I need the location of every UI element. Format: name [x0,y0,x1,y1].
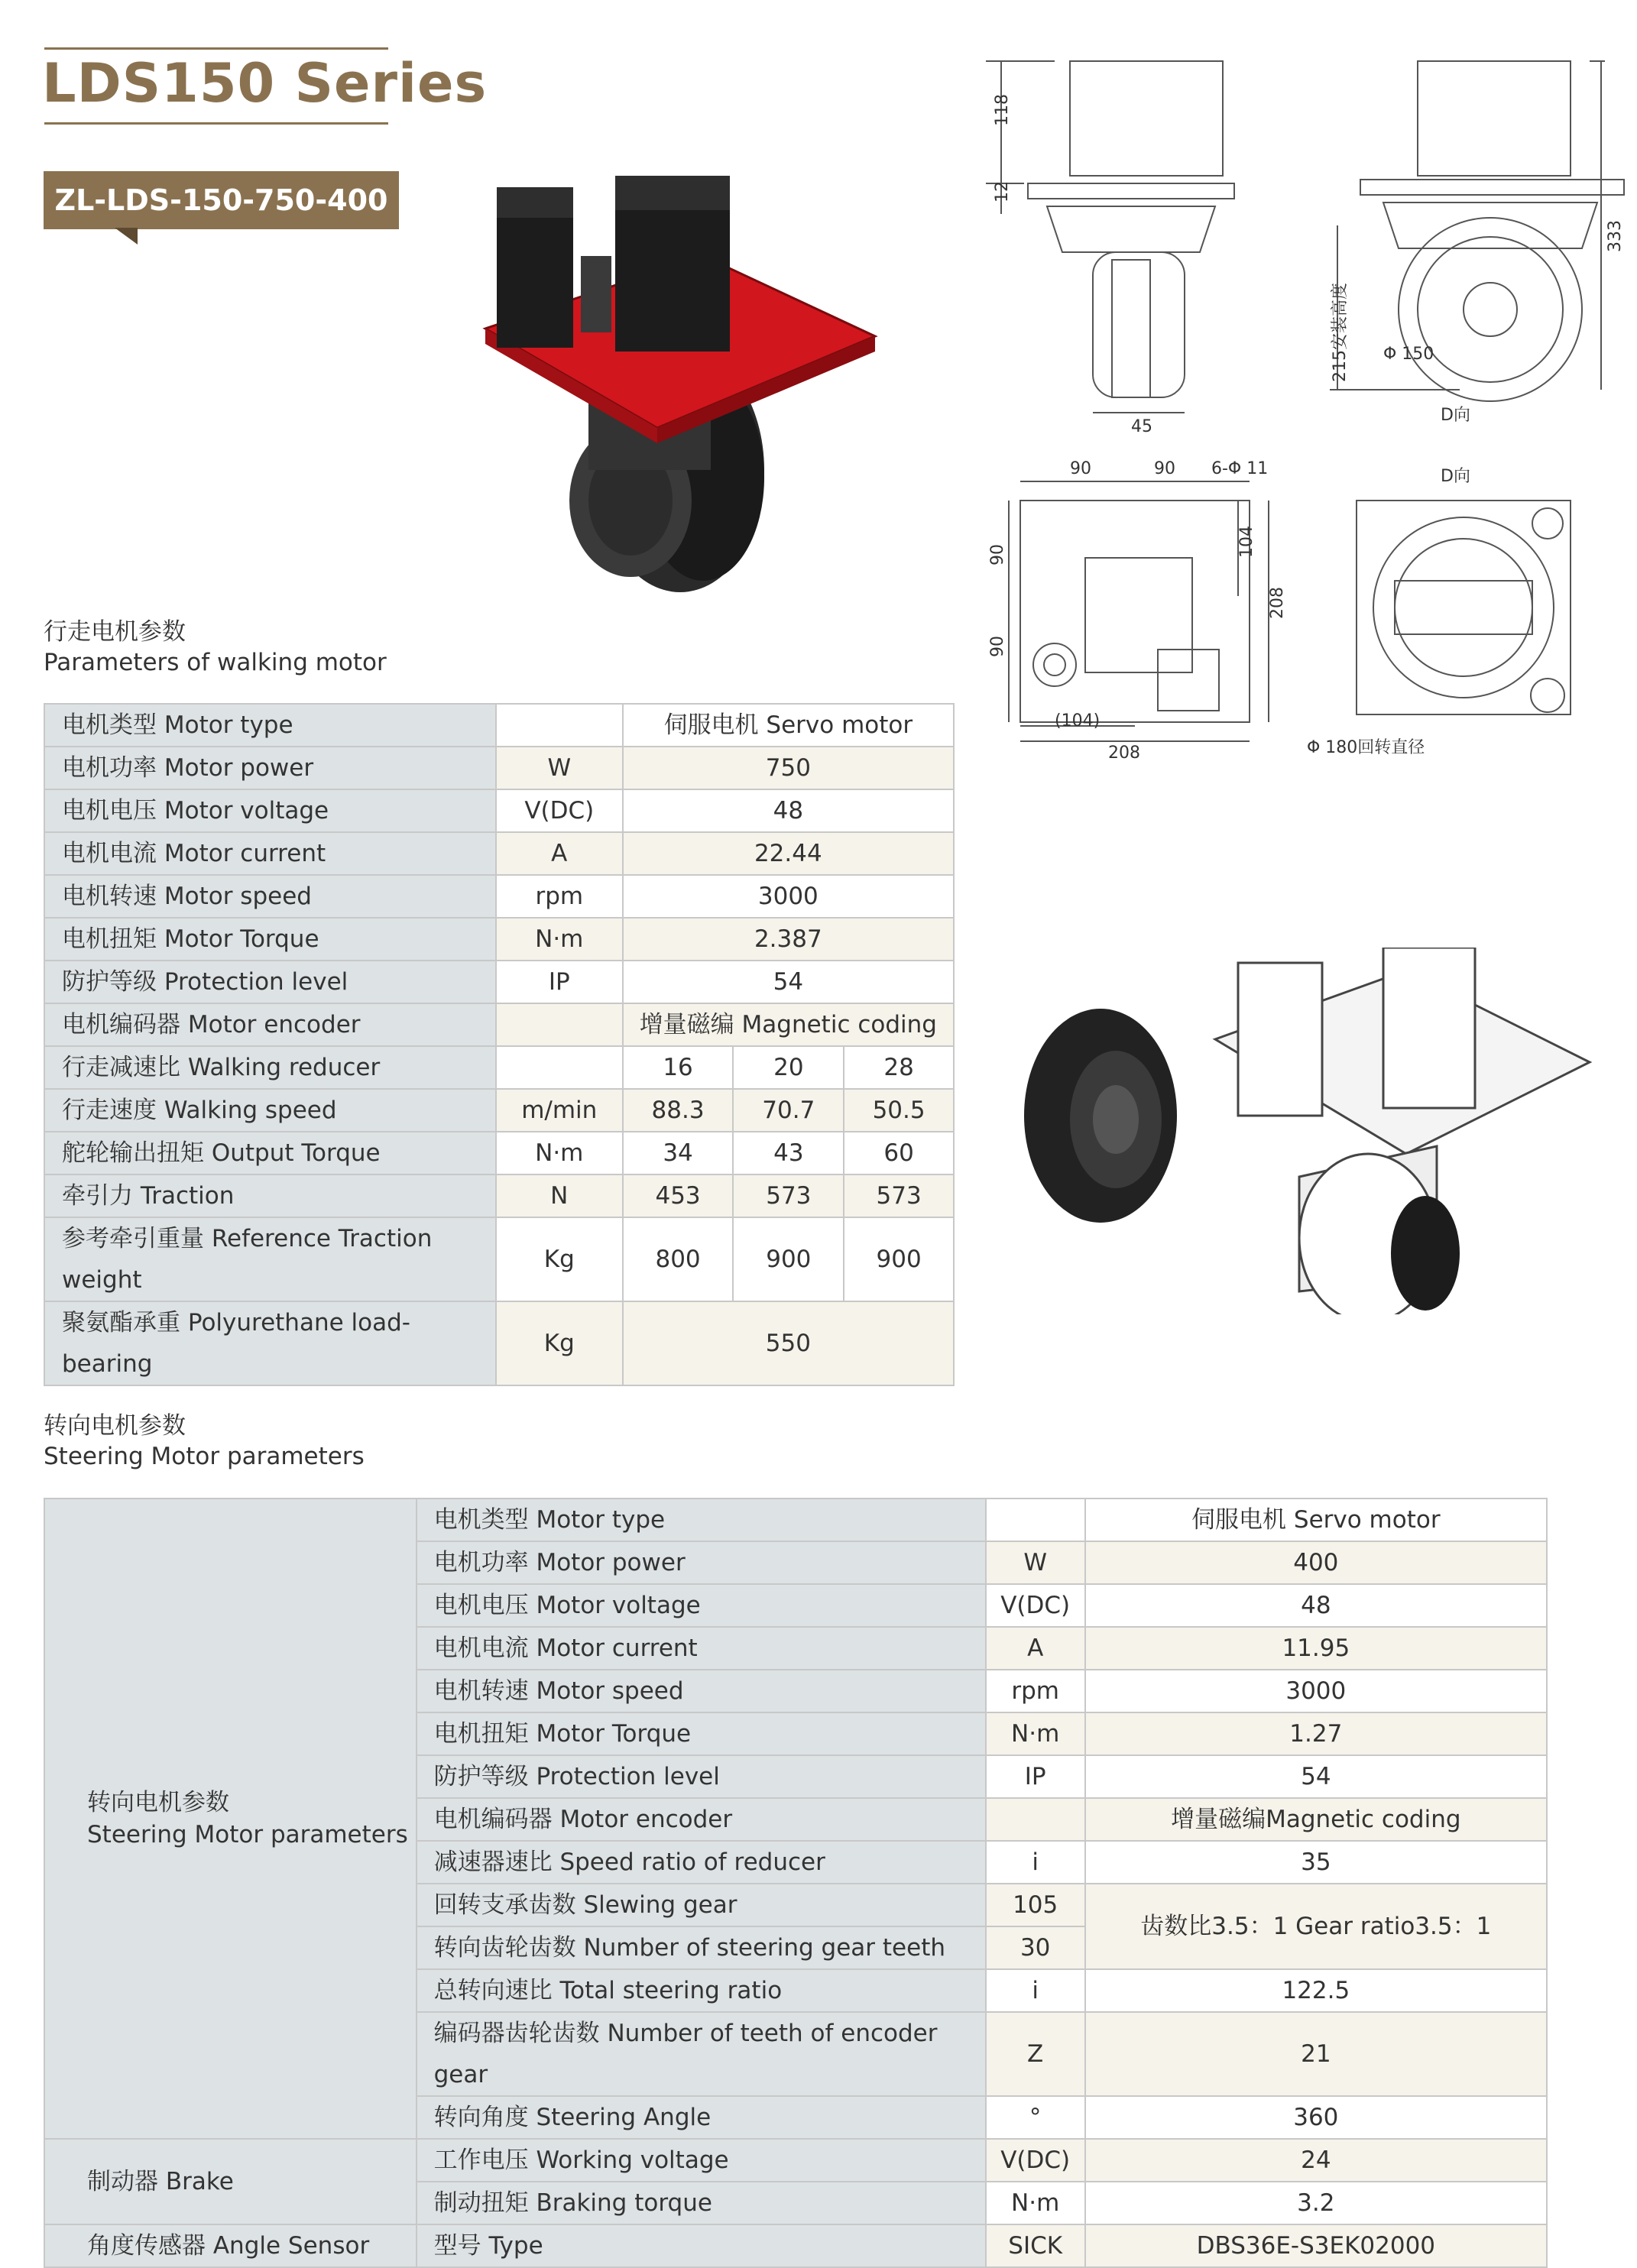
param-unit: N·m [496,1132,623,1174]
param-label: 防护等级 Protection level [44,961,496,1003]
param-value: 34 [623,1132,734,1174]
group-brake: 制动器 Brake [44,2139,417,2224]
param-unit: N·m [986,1712,1085,1755]
dim-holes: 6-Φ 11 [1211,459,1269,478]
param-value: 24 [1085,2139,1547,2182]
dim-45: 45 [1131,417,1152,436]
table-row [44,1498,1547,1541]
param-unit: Z [986,2012,1085,2096]
param-value: 21 [1085,2012,1547,2096]
table-row [44,2139,1547,2182]
param-label: 电机编码器 Motor encoder [44,1003,496,1046]
table-row [44,832,954,875]
param-value: 60 [844,1132,954,1174]
param-unit: W [986,1541,1085,1584]
param-label: 制动扭矩 Braking torque [417,2182,986,2224]
param-value: 3000 [623,875,954,918]
table-row [44,1217,954,1301]
param-value: 54 [623,961,954,1003]
table-row [44,2224,1547,2267]
dim-diameter-150: Φ 150 [1383,345,1434,364]
param-unit: 105 [986,1884,1085,1926]
param-value: 50.5 [844,1089,954,1132]
param-label: 电机功率 Motor power [44,747,496,789]
param-unit: i [986,1841,1085,1884]
param-value: 900 [844,1217,954,1301]
param-unit: IP [986,1755,1085,1798]
product-photo-exploded [1009,948,1620,1314]
dim-104-paren: (104) [1055,711,1101,731]
table-row [44,875,954,918]
param-unit: V(DC) [496,789,623,832]
param-value: 2.387 [623,918,954,961]
table-row [44,1174,954,1217]
param-label: 电机类型 Motor type [44,704,496,747]
table-row [44,747,954,789]
product-photo-top [474,164,887,600]
table-row [44,1301,954,1385]
dim-90-c: 90 [988,544,1007,565]
param-label: 型号 Type [417,2224,986,2267]
param-unit: Kg [496,1217,623,1301]
param-label: 工作电压 Working voltage [417,2139,986,2182]
param-value: 900 [733,1217,844,1301]
dim-90-b: 90 [1154,459,1175,478]
param-value: 70.7 [733,1089,844,1132]
param-label: 参考牵引重量 Reference Traction weight [44,1217,496,1301]
param-unit: 30 [986,1926,1085,1969]
param-label: 行走速度 Walking speed [44,1089,496,1132]
param-unit: IP [496,961,623,1003]
group-steering-motor [44,1498,417,2139]
param-value: 360 [1085,2096,1547,2139]
dim-208-vertical: 208 [1268,587,1287,619]
dim-90-d: 90 [988,636,1007,657]
param-unit: Kg [496,1301,623,1385]
group-steering-motor-cn: 转向电机参数 [87,1789,229,1816]
param-label: 转向齿轮齿数 Number of steering gear teeth [417,1926,986,1969]
param-value: 88.3 [623,1089,734,1132]
param-label: 牵引力 Traction [44,1174,496,1217]
param-value: 48 [1085,1584,1547,1627]
param-label: 电机电压 Motor voltage [44,789,496,832]
param-unit [986,1498,1085,1541]
dim-12: 12 [993,181,1012,202]
param-value: 3.2 [1085,2182,1547,2224]
dim-208-horizontal: 208 [1108,744,1140,763]
walking-title-en: Parameters of walking motor [44,649,387,676]
param-label: 电机编码器 Motor encoder [417,1798,986,1841]
dim-104: 104 [1237,526,1256,558]
param-value: 11.95 [1085,1627,1547,1670]
param-unit: N·m [496,918,623,961]
param-value: 550 [623,1301,954,1385]
series-title: LDS150 Series [42,52,488,115]
param-label: 舵轮输出扭矩 Output Torque [44,1132,496,1174]
dim-90-a: 90 [1070,459,1091,478]
param-label: 电机电流 Motor current [44,832,496,875]
param-value: 43 [733,1132,844,1174]
param-value: DBS36E-S3EK02000 [1085,2224,1547,2267]
model-tag-tail [115,228,138,245]
table-row [44,961,954,1003]
param-value: 453 [623,1174,734,1217]
param-unit: m/min [496,1089,623,1132]
title-top-rule [44,47,388,50]
table-row [44,704,954,747]
param-value: 增量磁编Magnetic coding [1085,1798,1547,1841]
param-label: 防护等级 Protection level [417,1755,986,1798]
param-unit [496,1003,623,1046]
param-value: 1.27 [1085,1712,1547,1755]
dim-118: 118 [993,94,1012,126]
param-label: 电机电压 Motor voltage [417,1584,986,1627]
param-value-gear-ratio: 齿数比3.5：1 Gear ratio3.5：1 [1085,1884,1547,1969]
param-unit: rpm [496,875,623,918]
param-value: 48 [623,789,954,832]
param-label: 总转向速比 Total steering ratio [417,1969,986,2012]
steering-title-cn: 转向电机参数 [44,1412,186,1440]
param-value: 伺服电机 Servo motor [623,704,954,747]
param-label: 电机扭矩 Motor Torque [417,1712,986,1755]
param-label: 电机转速 Motor speed [44,875,496,918]
table-row [44,1046,954,1089]
param-value: 20 [733,1046,844,1089]
param-unit: i [986,1969,1085,2012]
dim-diameter-180: Φ 180回转直径 [1307,738,1425,757]
steering-motor-table [44,1498,1548,2268]
walking-motor-table [44,703,955,1386]
param-value: 35 [1085,1841,1547,1884]
param-unit [496,704,623,747]
param-label: 行走减速比 Walking reducer [44,1046,496,1089]
param-value: 伺服电机 Servo motor [1085,1498,1547,1541]
param-value: 16 [623,1046,734,1089]
walking-title-cn: 行走电机参数 [44,618,186,646]
param-value: 54 [1085,1755,1547,1798]
param-unit [986,1798,1085,1841]
param-label: 电机类型 Motor type [417,1498,986,1541]
param-value: 750 [623,747,954,789]
param-label: 电机功率 Motor power [417,1541,986,1584]
steering-title-en: Steering Motor parameters [44,1443,365,1470]
param-value: 22.44 [623,832,954,875]
group-angle-sensor: 角度传感器 Angle Sensor [44,2224,417,2267]
param-unit: V(DC) [986,2139,1085,2182]
param-unit [496,1046,623,1089]
param-label: 聚氨酯承重 Polyurethane load-bearing [44,1301,496,1385]
title-bottom-rule [44,122,388,125]
dim-333: 333 [1606,220,1625,252]
param-unit: N [496,1174,623,1217]
view-d-title: D向 [1441,467,1470,486]
param-value: 400 [1085,1541,1547,1584]
param-value: 增量磁编 Magnetic coding [623,1003,954,1046]
param-value: 3000 [1085,1670,1547,1712]
table-row [44,918,954,961]
dim-215-install-height: 215安装高度 [1331,283,1350,382]
param-label: 编码器齿轮齿数 Number of teeth of encoder gear [417,2012,986,2096]
param-value: 800 [623,1217,734,1301]
param-value: 573 [733,1174,844,1217]
technical-drawings [978,53,1628,779]
param-unit: W [496,747,623,789]
param-label: 电机扭矩 Motor Torque [44,918,496,961]
group-steering-motor-en: Steering Motor parameters [87,1821,408,1848]
param-label: 电机电流 Motor current [417,1627,986,1670]
param-value: 573 [844,1174,954,1217]
param-label: 转向角度 Steering Angle [417,2096,986,2139]
param-value: 28 [844,1046,954,1089]
param-unit: A [986,1627,1085,1670]
param-label: 电机转速 Motor speed [417,1670,986,1712]
view-d-arrow-label: D向 [1441,406,1470,425]
param-unit: V(DC) [986,1584,1085,1627]
table-row [44,789,954,832]
param-value: 122.5 [1085,1969,1547,2012]
param-label: 减速器速比 Speed ratio of reducer [417,1841,986,1884]
model-tag: ZL-LDS-150-750-400 [44,171,399,229]
param-unit: N·m [986,2182,1085,2224]
param-unit: ° [986,2096,1085,2139]
table-row [44,1089,954,1132]
param-label: 回转支承齿数 Slewing gear [417,1884,986,1926]
param-unit: rpm [986,1670,1085,1712]
table-row [44,1003,954,1046]
param-unit: A [496,832,623,875]
table-row [44,1132,954,1174]
param-unit: SICK [986,2224,1085,2267]
